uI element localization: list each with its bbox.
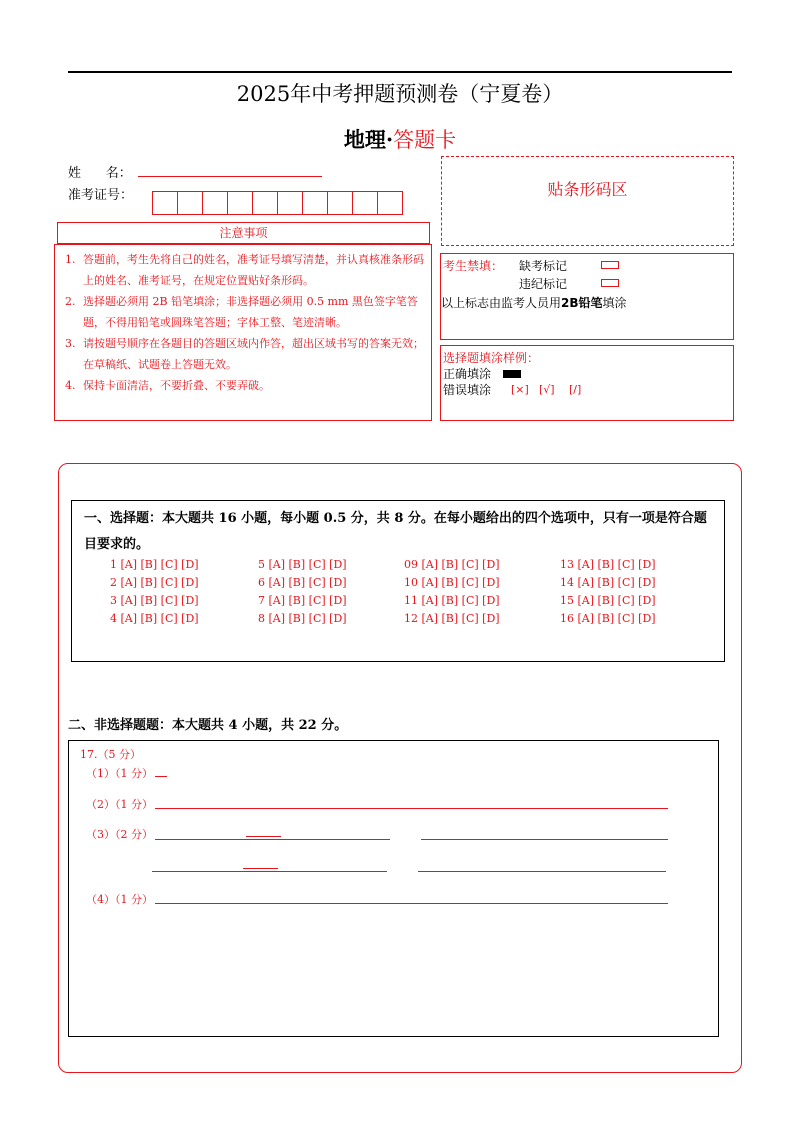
notice-text: 请按题号顺序在各题目的答题区域内作答，超出区域书写的答案无效；在草稿纸、试题卷上答题无效。 [83, 337, 424, 371]
mc-question[interactable]: 09 [A] [B] [C] [D] [404, 558, 500, 571]
name-field[interactable] [138, 176, 322, 177]
q17-part3-answer-line[interactable] [152, 871, 387, 872]
q17-part4-answer-line[interactable] [155, 903, 668, 904]
mc-question[interactable]: 1 [A] [B] [C] [D] [110, 558, 199, 571]
id-digit-box[interactable] [202, 191, 228, 215]
answer-card-label: 答题卡 [393, 128, 457, 152]
wrong-mark-x: [×] [511, 383, 529, 396]
mc-question[interactable]: 3 [A] [B] [C] [D] [110, 594, 199, 607]
mc-question[interactable]: 8 [A] [B] [C] [D] [258, 612, 347, 625]
mc-question[interactable]: 16 [A] [B] [C] [D] [560, 612, 656, 625]
q17-part3-answer-line[interactable] [418, 871, 666, 872]
mc-question[interactable]: 7 [A] [B] [C] [D] [258, 594, 347, 607]
violation-label: 违纪标记 [519, 277, 568, 291]
q17-part3-mark [246, 836, 281, 837]
fill-sample-box [440, 345, 734, 421]
subject-title [0, 124, 800, 154]
mc-question[interactable]: 14 [A] [B] [C] [D] [560, 576, 656, 589]
mc-question[interactable]: 2 [A] [B] [C] [D] [110, 576, 199, 589]
section1-heading: 一、选择题：本大题共 16 小题，每小题 0.5 分，共 8 分。在每小题给出的四个选项中，只有一项是符合题目要求的。 [84, 511, 707, 552]
forbid-note-pre: 以上标志由监考人员用 [441, 296, 562, 310]
q17-part2-answer-line[interactable] [155, 808, 668, 809]
mc-question[interactable]: 11 [A] [B] [C] [D] [404, 594, 500, 607]
q17-part2-label: （2）（1 分） [86, 798, 153, 811]
q17-part1-label: （1）（1 分） [86, 767, 153, 780]
mc-question[interactable]: 13 [A] [B] [C] [D] [560, 558, 656, 571]
absent-label: 缺考标记 [519, 259, 568, 273]
violation-mark-box[interactable] [601, 279, 619, 287]
wrong-fill-label: 错误填涂 [443, 383, 492, 397]
barcode-label: 贴条形码区 [547, 180, 628, 199]
top-rule [68, 71, 732, 73]
q17-part3-mark [243, 868, 278, 869]
notice-item [65, 333, 425, 375]
section2-heading: 二、非选择题题：本大题共 4 小题，共 22 分。 [68, 718, 348, 733]
examinee-forbidden-box [440, 253, 734, 340]
barcode-area [441, 156, 734, 246]
notice-num: 1. [65, 253, 76, 266]
notice-num: 3. [65, 337, 76, 350]
notice-num: 4. [65, 379, 76, 392]
forbid-note-post: 填涂 [602, 296, 627, 310]
id-digit-box[interactable] [277, 191, 303, 215]
wrong-mark-check: [√] [539, 383, 555, 396]
mc-question[interactable]: 5 [A] [B] [C] [D] [258, 558, 347, 571]
id-number-boxes[interactable] [152, 191, 402, 215]
notice-item [65, 291, 425, 333]
mc-question[interactable]: 12 [A] [B] [C] [D] [404, 612, 500, 625]
q17-part4-label: （4）（1 分） [86, 893, 153, 906]
notice-text: 选择题必须用 2B 铅笔填涂；非选择题必须用 0.5 mm 黑色签字笔答题，不得用铅笔或圆珠笔答题；字体工整、笔迹清晰。 [83, 295, 418, 329]
id-digit-box[interactable] [252, 191, 278, 215]
name-label: 姓 名： [68, 166, 132, 181]
q17-part3-answer-line[interactable] [421, 839, 668, 840]
id-digit-box[interactable] [227, 191, 253, 215]
notice-text: 答题前，考生先将自己的姓名，准考证号填写清楚，并认真核准条形码上的姓名、准考证号，在规定位置贴好条形码。 [83, 253, 424, 287]
notice-item [65, 249, 425, 291]
notice-item [65, 375, 425, 396]
mc-question[interactable]: 10 [A] [B] [C] [D] [404, 576, 500, 589]
id-digit-box[interactable] [152, 191, 178, 215]
subject-name: 地理 [343, 127, 386, 152]
correct-fill-label: 正确填涂 [443, 367, 492, 381]
q17-part1-answer-line[interactable] [155, 776, 167, 777]
id-digit-box[interactable] [377, 191, 403, 215]
notice-num: 2. [65, 295, 76, 308]
notice-box [54, 244, 432, 421]
notice-text: 保持卡面清洁，不要折叠、不要弄破。 [83, 379, 270, 392]
mc-question[interactable]: 6 [A] [B] [C] [D] [258, 576, 347, 589]
id-digit-box[interactable] [302, 191, 328, 215]
q17-part3-answer-line[interactable] [155, 839, 390, 840]
forbid-note-bold: 2B铅笔 [561, 296, 603, 310]
sample-title: 选择题填涂样例： [443, 351, 540, 365]
mc-question[interactable]: 15 [A] [B] [C] [D] [560, 594, 656, 607]
correct-fill-sample [503, 370, 521, 378]
absent-mark-box[interactable] [601, 261, 619, 269]
q17-title: 17.（5 分） [80, 748, 141, 761]
exam-title: 2025年中考押题预测卷（宁夏卷） [236, 82, 564, 106]
forbid-note [441, 294, 627, 311]
id-label: 准考证号： [68, 188, 134, 203]
mc-question[interactable]: 4 [A] [B] [C] [D] [110, 612, 199, 625]
question17-box [68, 740, 719, 1037]
id-digit-box[interactable] [177, 191, 203, 215]
q17-part3-label: （3）（2 分） [86, 828, 153, 841]
forbid-label: 考生禁填： [443, 259, 504, 273]
wrong-mark-slash: [/] [569, 383, 582, 396]
id-digit-box[interactable] [352, 191, 378, 215]
notice-title: 注意事项 [57, 222, 430, 244]
id-digit-box[interactable] [327, 191, 353, 215]
subtitle-dot: · [385, 127, 394, 152]
